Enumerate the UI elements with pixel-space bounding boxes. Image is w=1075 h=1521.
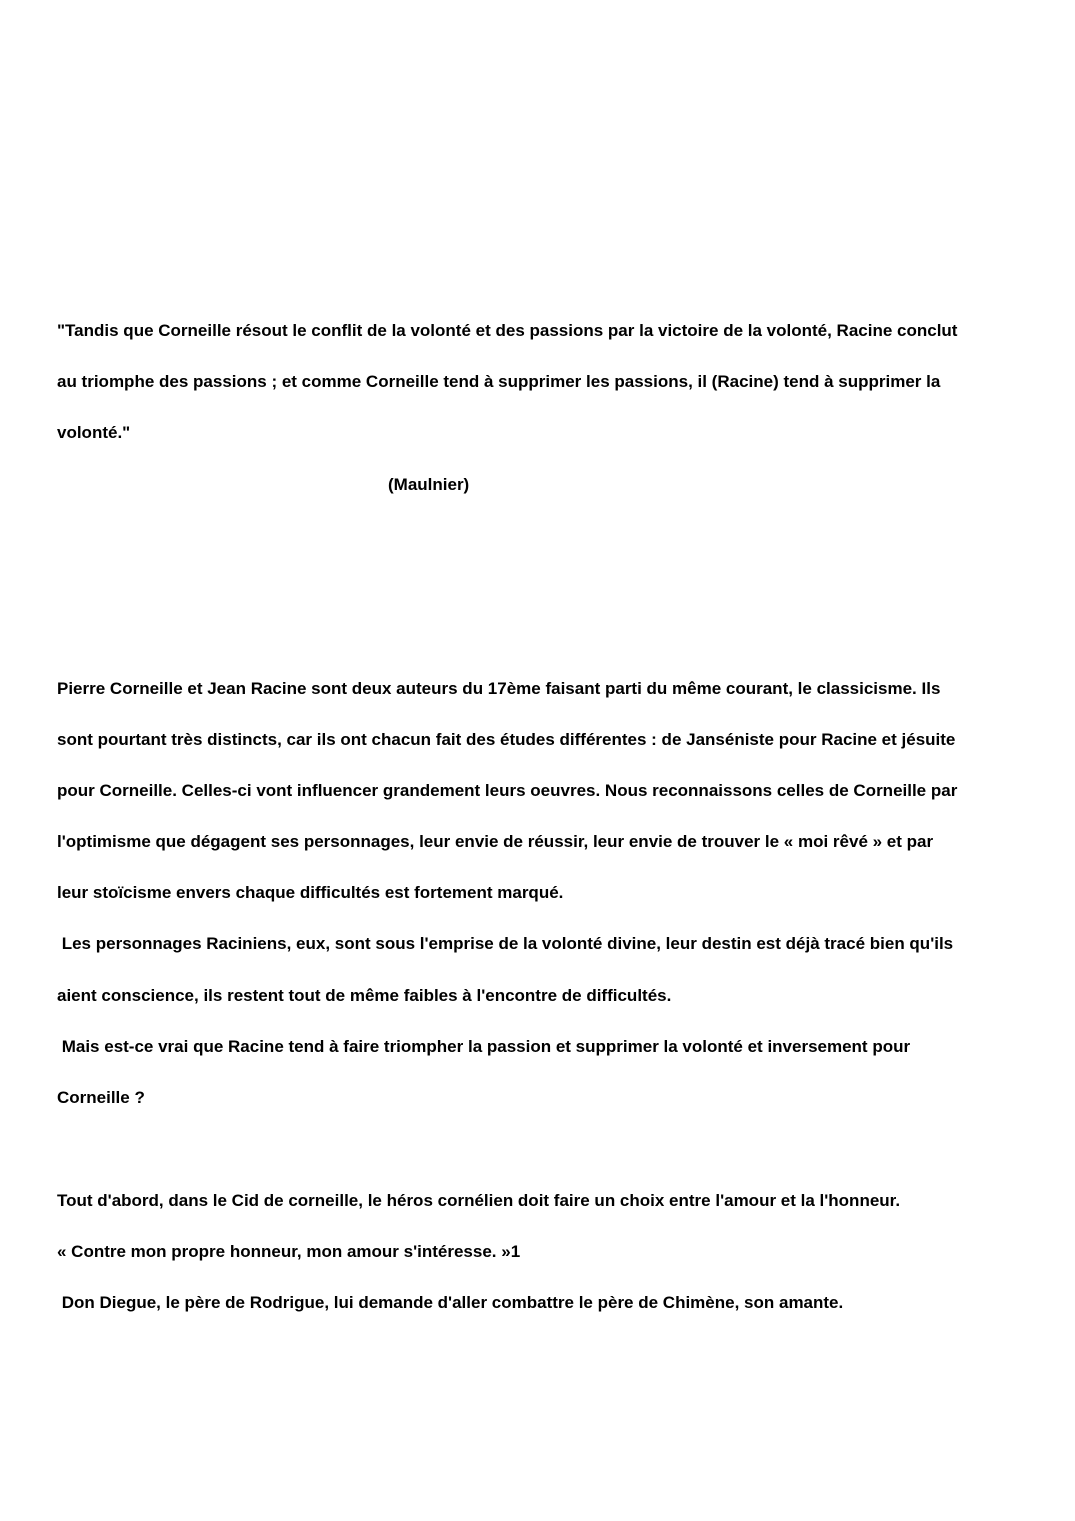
intro-line: Mais est-ce vrai que Racine tend à faire triompher la passion et supprimer la volonté et inversement pour (57, 1037, 911, 1056)
intro-line: pour Corneille. Celles-ci vont influencer grandement leurs oeuvres. Nous reconnaissons celles de Corneille par (57, 781, 958, 800)
intro-line: Corneille ? (57, 1088, 145, 1107)
intro-line: leur stoïcisme envers chaque difficultés est fortement marqué. (57, 883, 564, 902)
epigraph-line: volonté." (57, 423, 131, 442)
intro-line: aient conscience, ils restent tout de même faibles à l'encontre de difficultés. (57, 986, 672, 1005)
epigraph-line: au triomphe des passions ; et comme Corneille tend à supprimer les passions, il (Racine) tend à supprimer la (57, 372, 941, 391)
quotation-line: « Contre mon propre honneur, mon amour s'intéresse. »1 (57, 1242, 521, 1261)
epigraph-line: "Tandis que Corneille résout le conflit de la volonté et des passions par la victoire de la volonté, Racine conclut (57, 321, 958, 340)
epigraph-attribution: (Maulnier) (388, 475, 470, 494)
development-line: Tout d'abord, dans le Cid de corneille, le héros cornélien doit faire un choix entre l'amour et la l'honneur. (57, 1191, 901, 1210)
development-line: Don Diegue, le père de Rodrigue, lui demande d'aller combattre le père de Chimène, son amante. (57, 1293, 844, 1312)
intro-line: Les personnages Raciniens, eux, sont sous l'emprise de la volonté divine, leur destin est déjà tracé bien qu'ils (57, 934, 954, 953)
intro-line: l'optimisme que dégagent ses personnages, leur envie de réussir, leur envie de trouver le « moi rêvé » et par (57, 832, 934, 851)
intro-line: Pierre Corneille et Jean Racine sont deux auteurs du 17ème faisant parti du même courant, le classicisme. Ils (57, 679, 941, 698)
intro-line: sont pourtant très distincts, car ils ont chacun fait des études différentes : de Janséniste pour Racine et jésuite (57, 730, 956, 749)
